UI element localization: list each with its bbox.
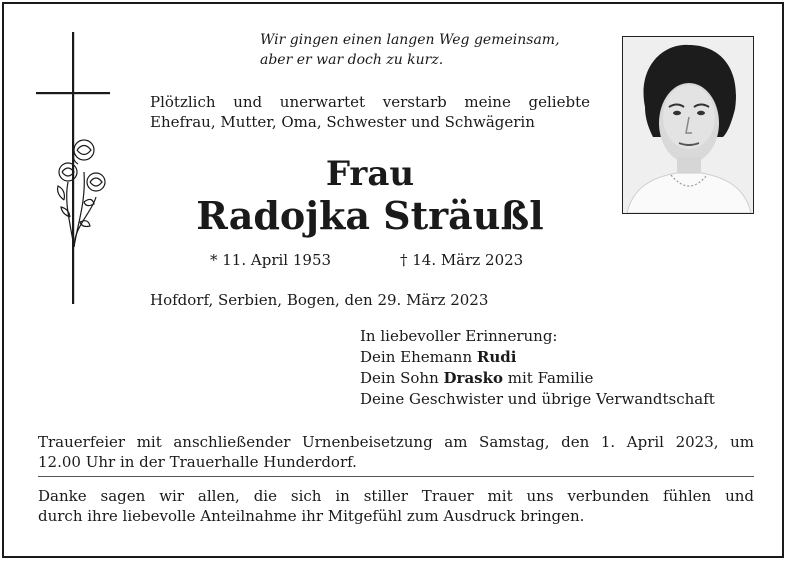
portrait-photo bbox=[622, 36, 754, 214]
funeral-notice bbox=[38, 432, 754, 472]
thanks-line: durch ihre liebevolle Anteilnahme ihr Mitgefühl zum Ausdruck bringen. bbox=[38, 507, 585, 525]
mourners-list bbox=[360, 326, 715, 410]
death-date: † 14. März 2023 bbox=[400, 251, 524, 269]
mourner-label: mit Familie bbox=[503, 369, 594, 387]
intro-line: Ehefrau, Mutter, Oma, Schwester und Schwägerin bbox=[150, 113, 535, 131]
place-date: Hofdorf, Serbien, Bogen, den 29. März 2023 bbox=[150, 291, 489, 309]
divider bbox=[38, 476, 754, 477]
mourner-husband bbox=[360, 347, 715, 368]
deceased-name: Radojka Sträußl bbox=[196, 193, 544, 238]
motto bbox=[260, 30, 560, 70]
mourner-name: Drasko bbox=[443, 369, 504, 387]
thanks-line: Danke sagen wir allen, die sich in stiller Trauer mit uns verbunden fühlen und bbox=[38, 487, 754, 505]
birth-date: * 11. April 1953 bbox=[210, 251, 332, 269]
mourners-heading: In liebevoller Erinnerung: bbox=[360, 327, 558, 345]
mourner-label: Dein Ehemann bbox=[360, 348, 477, 366]
motto-line: Wir gingen einen langen Weg gemeinsam, bbox=[260, 32, 560, 48]
obituary-card bbox=[2, 2, 784, 558]
motto-line: aber er war doch zu kurz. bbox=[260, 52, 444, 68]
intro-line: Plötzlich und unerwartet verstarb meine geliebte bbox=[150, 93, 590, 111]
funeral-line: 12.00 Uhr in der Trauerhalle Hunderdorf. bbox=[38, 453, 357, 471]
mourner-name: Rudi bbox=[476, 348, 517, 366]
roses-icon bbox=[58, 140, 105, 247]
mourner-label: Dein Sohn bbox=[360, 369, 444, 387]
thanks-notice bbox=[38, 486, 754, 526]
funeral-line: Trauerfeier mit anschließender Urnenbeisetzung am Samstag, den 1. April 2023, um bbox=[38, 433, 754, 451]
mourner-son bbox=[360, 368, 715, 389]
mourner-relatives: Deine Geschwister und übrige Verwandtschaft bbox=[360, 390, 715, 408]
salutation: Frau bbox=[325, 154, 415, 194]
cross-icon bbox=[34, 32, 116, 308]
